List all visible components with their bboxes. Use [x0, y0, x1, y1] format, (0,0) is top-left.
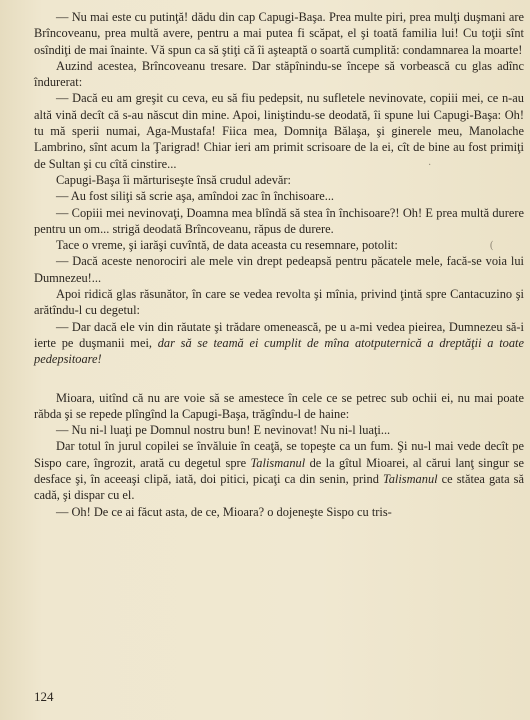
speck-mark: · [428, 160, 432, 171]
talisman-italic-2: Talismanul [382, 472, 438, 487]
paragraph-13-text-a: Dar totul în jurul copilei se învăluie în ceaţă, se topeşte ca un fum. Şi nu-l mai vede decît pe Sispo care, îngrozit, arată cu degetul spre [34, 439, 524, 470]
paragraph-13-text-b: de la gîtul Mioarei, al cărui lanţ singur se desface şi, în aceeaşi clipă, iată, doi pitici, picaţi ca din senin, prind [34, 455, 524, 487]
paragraph-9: Apoi ridică glas răsunător, în care se vedea revolta şi mînia, privind ţintă spre Cantacuzino şi arătîndu-l cu degetul: [34, 287, 524, 318]
paragraph-1: — Nu mai este cu putinţă! dădu din cap Capugi-Başa. Prea multe piri, prea mulţi duşmani are Brîncoveanu, prea multă avere, pentru a mai putea fi scăpat, el şi toată familia lui! Cu toţii sînt osîndiţi de mai înainte. Vă spun ca să ştiţi că îi aşteaptă o soartă cumplită: condamnarea la moarte! [34, 10, 524, 57]
paragraph-7: Tace o vreme, şi iarăşi cuvîntă, de data aceasta cu resemnare, potolit: [56, 238, 398, 253]
page-number: 124 [34, 689, 54, 704]
paragraph-10-text: — Dar dacă ele vin din răutate şi trădare omenească, pe u a-mi vedea pieirea, Dumnezeu să-i ierte pe duşmanii mei, [34, 319, 524, 350]
paragraph-6: — Copiii mei nevinovaţi, Doamna mea blîndă să stea în închisoare?! Oh! E prea multă durere pentru un om... strigă deodată Brîncoveanu, răpus de durere. [34, 205, 524, 236]
paragraph-2: Auzind acestea, Brîncoveanu tresare. Dar stăpînindu-se începe să vorbească cu glas adînc îndurerat: [34, 58, 524, 90]
paragraph-10-italic: dar să se teamă ei cumplit de mîna atotputernică a dreptăţii a toate pedepsitoare! [34, 335, 524, 367]
paragraph-13-text-c: ce stătea gata să cadă, şi dispar cu el. [34, 472, 524, 503]
paragraph-4: Capugi-Başa îi mărturiseşte însă crudul adevăr: [56, 172, 292, 187]
talisman-italic-1: Talismanul [250, 455, 306, 470]
pencil-mark: ( [490, 240, 494, 251]
paragraph-8: — Dacă aceste nenorociri ale mele vin drept pedeapsă pentru păcatele mele, facă-se voia lui Dumnezeu!... [34, 254, 524, 285]
paragraph-5: — Au fost siliţi să scrie aşa, amîndoi zac în închisoare... [56, 189, 335, 204]
paragraph-10 [34, 319, 524, 368]
paragraph-13 [34, 438, 524, 503]
paragraph-14: — Oh! De ce ai făcut asta, de ce, Mioara? o dojeneşte Sispo cu tris- [56, 504, 392, 519]
paragraph-12: — Nu ni-l luaţi pe Domnul nostru bun! E nevinovat! Nu ni-l luaţi... [56, 423, 391, 438]
paragraph-3: — Dacă eu am greşit cu ceva, eu să fiu pedepsit, nu sufletele nevinovate, copiii mei, ce n-au altă vină decît că s-au născut din mine. Apoi, liniştindu-se deodată, îi spune lui Capugi-Başa: Oh! tu mă sperii numai, Aga-Mustafa! Fiica mea, Domniţa Bălaşa, şi ginerele meu, Manolache Lambrino, sînt acum la Ţarigrad! Chiar ieri am primit scrisoare de la ei, cît de bine au fost primiţi de Sultan şi cu cîtă cinstire... [34, 91, 524, 171]
page-body [34, 9, 524, 520]
paragraph-11: Mioara, uitînd că nu are voie să se amestece în cele ce se petrec sub ochii ei, nu mai poate răbda şi se repede plîngînd la Capugi-Başa, trăgîndu-l de haine: [34, 390, 524, 421]
